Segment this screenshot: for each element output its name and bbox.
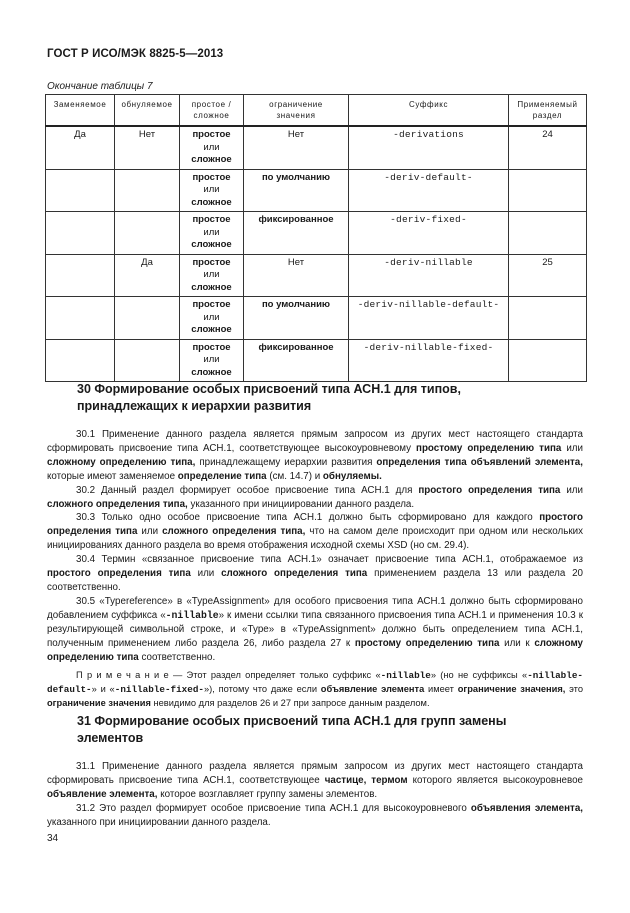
col-nullable: обнуляемое [115, 95, 180, 127]
note-30: П р и м е ч а н и е — Этот раздел определяет только суффикс «-nillable» (но не суффиксы «-nillable-default-» и «-nillable-fixed-»), потому что даже если объявление элемента имеет ограничение значения, это ограничение значения невидимо для разделов 26 и 27 при запросе данным разделом. [47, 670, 583, 709]
paragraph-30-4: 30.4 Термин «связанное присвоение типа АСН.1» означает присвоение типа АСН.1, отображаемое из простого определения типа или сложного определения типа применением раздела 13 или раздела 20 соответственно. [47, 554, 584, 593]
cell-constraint: по умолчанию [244, 169, 349, 212]
cell-type: простое или сложное [180, 212, 244, 255]
cell-section: 24 [509, 126, 587, 169]
section-31-body [47, 760, 583, 830]
table-row [46, 297, 587, 340]
cell-replaceable: Да [46, 126, 115, 169]
cell-suffix: -deriv-fixed- [349, 212, 509, 255]
table-row [46, 126, 587, 169]
section-31-heading: 31 Формирование особых присвоений типа АСН.1 для групп замены элементов [77, 714, 507, 745]
paragraph-30-1: 30.1 Применение данного раздела является прямым запросом из других мест настоящего стандарта сформировать присвоение типа АСН.1, соответствующее высокоуровневому простому определению типа или сложному определению типа, принадлежащему иерархии развития определения типа объявлений элемента, которые имеют заменяемое определение типа (см. 14.7) и обнуляемы. [47, 429, 583, 482]
cell-type: простое или сложное [180, 126, 244, 169]
cell-section: 25 [509, 254, 587, 297]
cell-suffix: -deriv-default- [349, 169, 509, 212]
table-row [46, 339, 587, 382]
col-replaceable: Заменяемое [46, 95, 115, 127]
cell-type: простое или сложное [180, 169, 244, 212]
col-value-constraint: ограничение значения [244, 95, 349, 127]
table-header-row [46, 95, 587, 127]
cell-suffix: -deriv-nillable [349, 254, 509, 297]
cell-suffix: -derivations [349, 126, 509, 169]
table-row [46, 212, 587, 255]
cell-constraint: Нет [244, 126, 349, 169]
paragraph-30-2: 30.2 Данный раздел формирует особое присвоение типа АСН.1 для простого определения типа или сложного определения типа, указанного при инициировании данного раздела. [47, 484, 583, 510]
table-caption: Окончание таблицы 7 [47, 81, 153, 92]
paragraph-31-1: 31.1 Применение данного раздела является прямым запросом из других мест настоящего стандарта сформировать присвоение типа АСН.1, соответствующее частице, термом которого является высокоуровневое объявление элемента, которое возглавляет группу замены элементов. [47, 761, 583, 800]
section-30-body [47, 428, 583, 711]
paragraph-30-5: 30.5 «Typereference» в «TypeAssignment» для особого присвоения типа АСН.1 должно быть сформировано добавлением суффикса «-nillable» к имени ссылки типа связанного присвоения типа АСН.1 и применения 10.3 к результирующей символьной строке, и «Type» в «TypeAssignment» должно быть определением типа АСН.1, полученным применением либо раздела 26, либо раздела 27 к простому определению типа или к сложному определению типа соответственно. [47, 595, 584, 663]
cell-nullable: Да [115, 254, 180, 297]
paragraph-30-3: 30.3 Только одно особое присвоение типа АСН.1 должно быть сформировано для каждого простого определения типа или сложного определения типа, что на самом деле происходит при одном или нескольких инициированиях данного раздела во время отображения исходной схемы XSD (но см. 29.4). [47, 512, 583, 552]
paragraph-31-2: 31.2 Это раздел формирует особое присвоение типа АСН.1 для высокоуровневого объявления элемента, указанного при инициировании данного раздела. [47, 802, 583, 828]
cell-constraint: Нет [244, 254, 349, 297]
cell-type: простое или сложное [180, 297, 244, 340]
cell-type: простое или сложное [180, 254, 244, 297]
col-simple-complex: простое / сложное [180, 95, 244, 127]
table-row [46, 254, 587, 297]
table-row [46, 169, 587, 212]
col-suffix: Суффикс [349, 95, 509, 127]
page-number: 34 [47, 833, 59, 844]
cell-suffix: -deriv-nillable-default- [349, 297, 509, 340]
cell-nullable: Нет [115, 126, 180, 169]
col-section: Применяемый раздел [509, 95, 587, 127]
cell-constraint: фиксированное [244, 339, 349, 382]
cell-suffix: -deriv-nillable-fixed- [349, 339, 509, 382]
cell-constraint: фиксированное [244, 212, 349, 255]
cell-type: простое или сложное [180, 339, 244, 382]
section-30-heading: 30 Формирование особых присвоений типа АСН.1 для типов, принадлежащих к иерархии развития [77, 382, 461, 413]
document-header: ГОСТ Р ИСО/МЭК 8825-5—2013 [47, 48, 224, 60]
suffix-table [45, 94, 587, 382]
cell-constraint: по умолчанию [244, 297, 349, 340]
